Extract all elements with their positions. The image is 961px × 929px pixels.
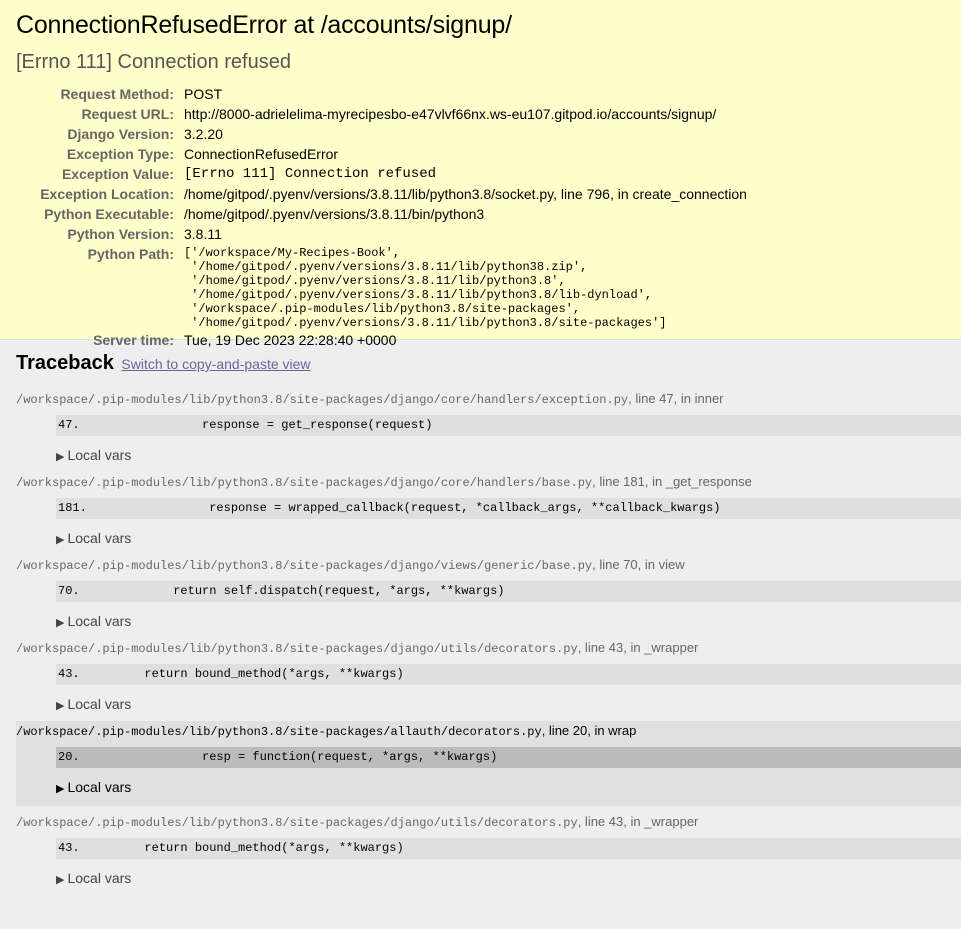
frame-line-info: , line 181, in _get_response xyxy=(592,474,752,489)
frame-location xyxy=(16,389,961,411)
switch-copy-paste-link[interactable]: Switch to copy-and-paste view xyxy=(121,356,311,372)
meta-value: /home/gitpod/.pyenv/versions/3.8.11/lib/python3.8/socket.py, line 796, in create_connection xyxy=(184,186,747,202)
local-vars-toggle[interactable] xyxy=(56,610,961,632)
context-line[interactable]: 47. response = get_response(request) xyxy=(56,415,961,436)
local-vars-label: Local vars xyxy=(67,447,132,463)
meta-row-request-url xyxy=(16,104,747,124)
traceback-heading xyxy=(16,350,961,377)
exception-subtitle: [Errno 111] Connection refused xyxy=(16,51,291,73)
meta-value: http://8000-adrielelima-myrecipesbo-e47vlvf66nx.ws-eu107.gitpod.io/accounts/signup/ xyxy=(184,106,717,122)
meta-value: [Errno 111] Connection refused xyxy=(184,166,437,182)
frame-line-info: , line 47, in inner xyxy=(628,391,724,406)
meta-label: Request URL: xyxy=(81,106,174,122)
meta-label: Request Method: xyxy=(60,86,174,102)
meta-label: Exception Location: xyxy=(40,186,174,202)
expand-triangle-icon: ▶ xyxy=(56,451,65,463)
meta-value: 3.8.11 xyxy=(184,226,222,242)
frame-line-info: , line 43, in _wrapper xyxy=(577,814,699,829)
traceback-section xyxy=(0,340,961,889)
context-line[interactable]: 70. return self.dispatch(request, *args, **kwargs) xyxy=(56,581,961,602)
frame-filename: /workspace/.pip-modules/lib/python3.8/site-packages/django/core/handlers/exception.py xyxy=(16,393,629,407)
python-path-value: ['/workspace/My-Recipes-Book', '/home/gitpod/.pyenv/versions/3.8.11/lib/python38.zip', '/home/gitpod/.pyenv/versions/3.8.11/lib/python3.8', '/home/gitpod/.pyenv/versions/3.8.11/lib/python3.8/lib-dynload', '/workspace/.pip-modules/lib/python3.8/site-packages', '/home/gitpod/.pyenv/versions/3.8.11/lib/python3.8/site-packages'] xyxy=(184,246,667,330)
local-vars-label: Local vars xyxy=(67,870,132,886)
context-line[interactable]: 43. return bound_method(*args, **kwargs) xyxy=(56,664,961,685)
traceback-frame xyxy=(16,638,961,715)
traceback-frame xyxy=(16,812,961,889)
frame-location xyxy=(16,812,961,834)
meta-value: Tue, 19 Dec 2023 22:28:40 +0000 xyxy=(184,332,397,348)
meta-label: Exception Value: xyxy=(61,166,174,182)
expand-triangle-icon: ▶ xyxy=(56,617,65,629)
context-line[interactable]: 20. resp = function(request, *args, **kwargs) xyxy=(56,747,961,768)
meta-row-python-executable xyxy=(16,204,747,224)
meta-label: Python Executable: xyxy=(44,206,174,222)
local-vars-toggle[interactable] xyxy=(56,444,961,466)
meta-row-exception-location xyxy=(16,184,747,204)
meta-row-exception-type xyxy=(16,144,747,164)
meta-label: Python Version: xyxy=(67,226,174,242)
local-vars-toggle[interactable] xyxy=(56,867,961,889)
meta-value: POST xyxy=(184,86,223,102)
local-vars-label: Local vars xyxy=(67,613,132,629)
frame-location xyxy=(16,721,961,743)
meta-label: Exception Type: xyxy=(66,146,174,162)
meta-row-exception-value xyxy=(16,164,747,184)
traceback-title: Traceback xyxy=(16,352,114,374)
frame-location xyxy=(16,472,961,494)
traceback-frame xyxy=(16,472,961,549)
page-title: ConnectionRefusedError at /accounts/signup/ xyxy=(16,11,512,39)
local-vars-label: Local vars xyxy=(67,696,132,712)
frame-location xyxy=(16,555,961,577)
meta-row-django-version xyxy=(16,124,747,144)
expand-triangle-icon: ▶ xyxy=(56,874,65,886)
frame-filename: /workspace/.pip-modules/lib/python3.8/site-packages/django/views/generic/base.py xyxy=(16,559,593,573)
meta-label: Python Path: xyxy=(87,246,174,262)
local-vars-label: Local vars xyxy=(67,779,132,795)
expand-triangle-icon: ▶ xyxy=(56,700,65,712)
meta-label: Server time: xyxy=(93,332,174,348)
frame-line-info: , line 20, in wrap xyxy=(541,723,637,738)
meta-value: ConnectionRefusedError xyxy=(184,146,339,162)
meta-row-request-method xyxy=(16,84,747,104)
traceback-frame xyxy=(16,389,961,466)
frame-filename: /workspace/.pip-modules/lib/python3.8/site-packages/django/utils/decorators.py xyxy=(16,642,578,656)
frame-line-info: , line 70, in view xyxy=(592,557,685,572)
local-vars-label: Local vars xyxy=(67,530,132,546)
meta-row-python-version xyxy=(16,224,747,244)
meta-label: Django Version: xyxy=(67,126,174,142)
frame-filename: /workspace/.pip-modules/lib/python3.8/site-packages/django/core/handlers/base.py xyxy=(16,476,593,490)
context-line[interactable]: 181. response = wrapped_callback(request, *callback_args, **callback_kwargs) xyxy=(56,498,961,519)
local-vars-toggle[interactable] xyxy=(56,776,961,798)
frame-line-info: , line 43, in _wrapper xyxy=(577,640,699,655)
meta-value: /home/gitpod/.pyenv/versions/3.8.11/bin/python3 xyxy=(184,206,485,222)
meta-value: 3.2.20 xyxy=(184,126,223,142)
frame-filename: /workspace/.pip-modules/lib/python3.8/site-packages/allauth/decorators.py xyxy=(16,725,542,739)
expand-triangle-icon: ▶ xyxy=(56,783,65,795)
traceback-frame-user xyxy=(16,721,961,806)
frame-location xyxy=(16,638,961,660)
error-summary xyxy=(0,0,961,348)
traceback-frame xyxy=(16,555,961,632)
local-vars-toggle[interactable] xyxy=(56,693,961,715)
meta-row-python-path xyxy=(16,244,747,330)
local-vars-toggle[interactable] xyxy=(56,527,961,549)
context-line[interactable]: 43. return bound_method(*args, **kwargs) xyxy=(56,838,961,859)
frame-filename: /workspace/.pip-modules/lib/python3.8/site-packages/django/utils/decorators.py xyxy=(16,816,578,830)
expand-triangle-icon: ▶ xyxy=(56,534,65,546)
request-meta-table xyxy=(16,84,747,350)
